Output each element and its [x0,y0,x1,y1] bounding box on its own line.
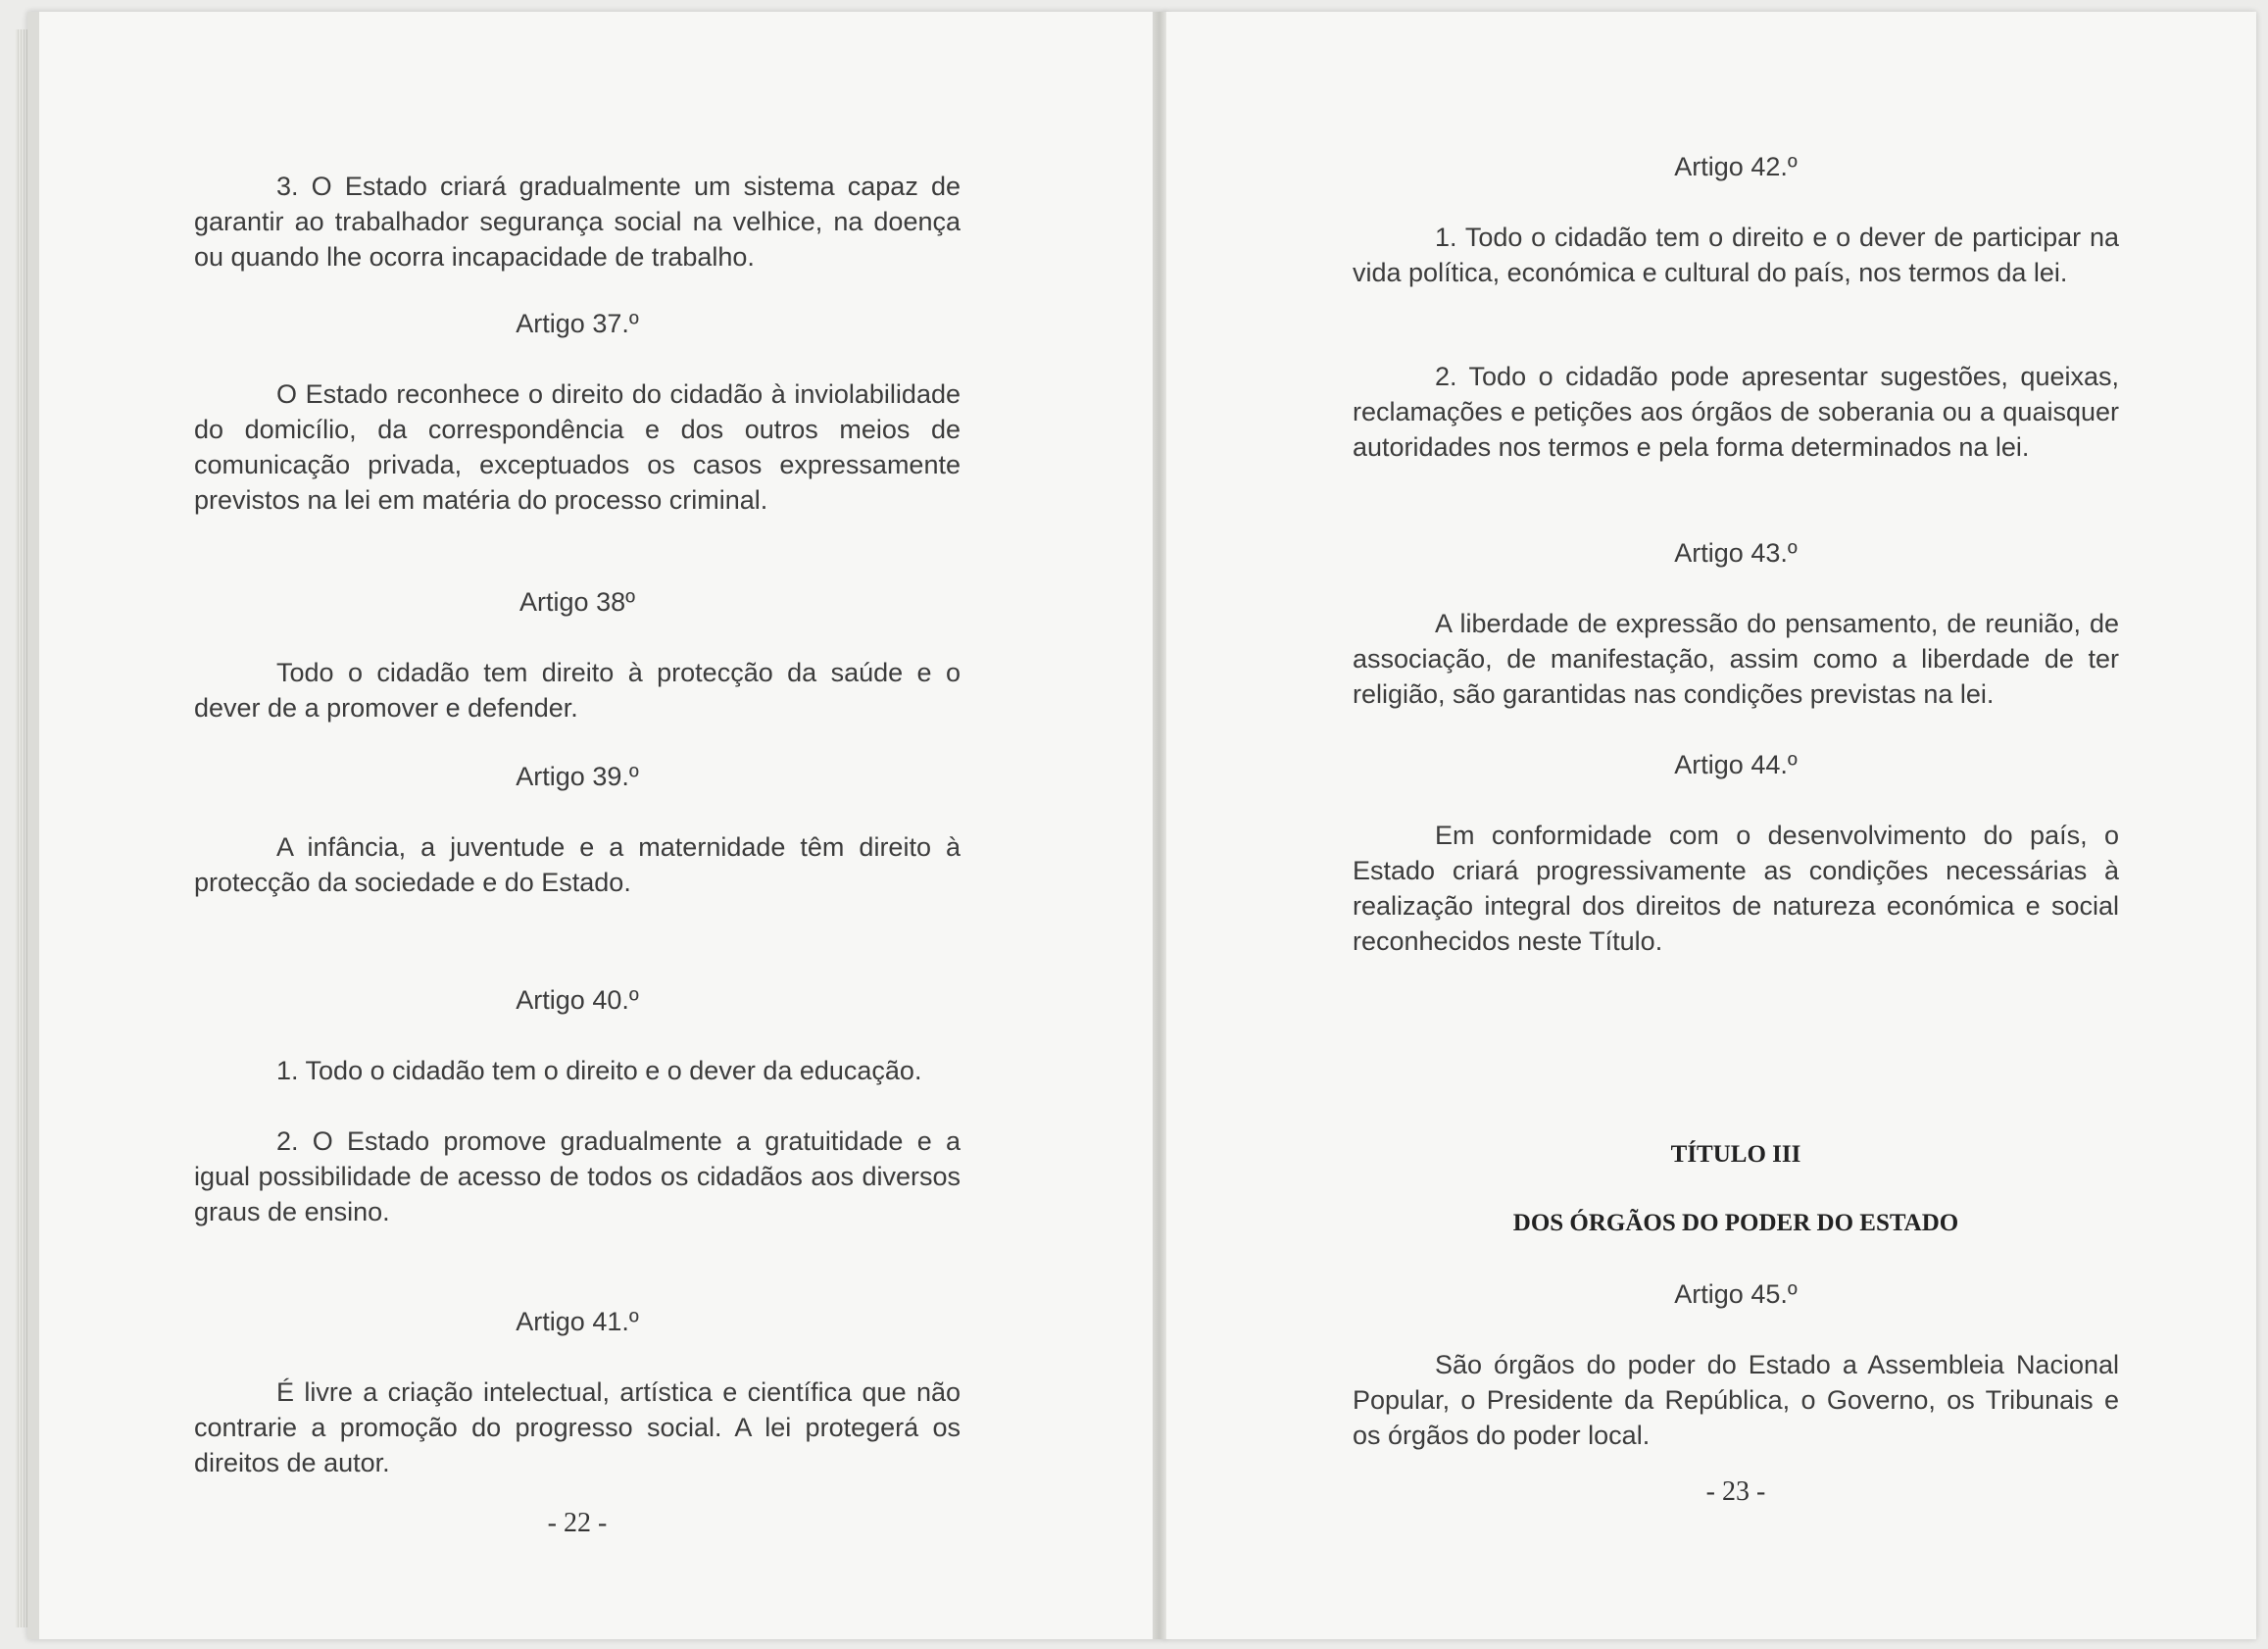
art42-para-2: 2. Todo o cidadão pode apresentar sugestões, queixas, reclamações e petições aos órgãos de soberania ou a quaisquer autoridades nos termos e pela forma determinados na lei. [1353,362,2119,462]
titulo-heading: TÍTULO III [1670,1141,1801,1168]
art41-text: É livre a criação intelectual, artística e científica que não contrarie a promoção do progresso social. A lei protegerá os direitos de autor. [194,1377,961,1477]
page-number-23: - 23 - [1705,1476,1766,1507]
art37-text: O Estado reconhece o direito do cidadão à inviolabilidade do domicílio, da correspondência e dos outros meios de comunicação privada, exceptuados os casos expressamente previstos na lei em matéria do processo criminal. [194,379,961,515]
titulo-subtitle: DOS ÓRGÃOS DO PODER DO ESTADO [1512,1210,1959,1236]
art38-heading: Artigo 38º [519,587,635,617]
art44-text: Em conformidade com o desenvolvimento do país, o Estado criará progressivamente as condições necessárias à realização integral dos direitos de natureza económica e social reconhecidos neste Título. [1353,821,2119,956]
art38-text: Todo o cidadão tem direito à protecção da saúde e o dever de a promover e defender. [194,658,961,723]
art40-heading: Artigo 40.º [516,985,639,1015]
art42-heading: Artigo 42.º [1674,152,1798,181]
art45-heading: Artigo 45.º [1674,1279,1798,1309]
art43-text: A liberdade de expressão do pensamento, de reunião, de associação, de manifestação, assim como a liberdade de ter religião, são garantidas nas condições previstas na lei. [1353,609,2119,709]
art43-heading: Artigo 43.º [1674,538,1798,568]
art40-para-2: 2. O Estado promove gradualmente a gratuitidade e a igual possibilidade de acesso de todos os cidadãos aos diversos graus de ensino. [194,1126,961,1226]
book-gutter [1153,12,1166,1639]
art40-para-1: 1. Todo o cidadão tem o direito e o dever da educação. [276,1056,922,1085]
art39-heading: Artigo 39.º [516,762,639,791]
art37-heading: Artigo 37.º [516,309,639,338]
art41-heading: Artigo 41.º [516,1307,639,1336]
art45-text: São órgãos do poder do Estado a Assembleia Nacional Popular, o Presidente da República, o Governo, os Tribunais e os órgãos do poder local. [1353,1350,2119,1450]
page-number-22: - 22 - [547,1508,608,1538]
art39-text: A infância, a juventude e a maternidade têm direito à protecção da sociedade e do Estado. [194,832,961,897]
art44-heading: Artigo 44.º [1674,750,1798,779]
left-para-3: 3. O Estado criará gradualmente um sistema capaz de garantir ao trabalhador segurança social na velhice, na doença ou quando lhe ocorra incapacidade de trabalho. [194,172,961,272]
art42-para-1: 1. Todo o cidadão tem o direito e o dever de participar na vida política, económica e cultural do país, nos termos da lei. [1353,223,2119,287]
